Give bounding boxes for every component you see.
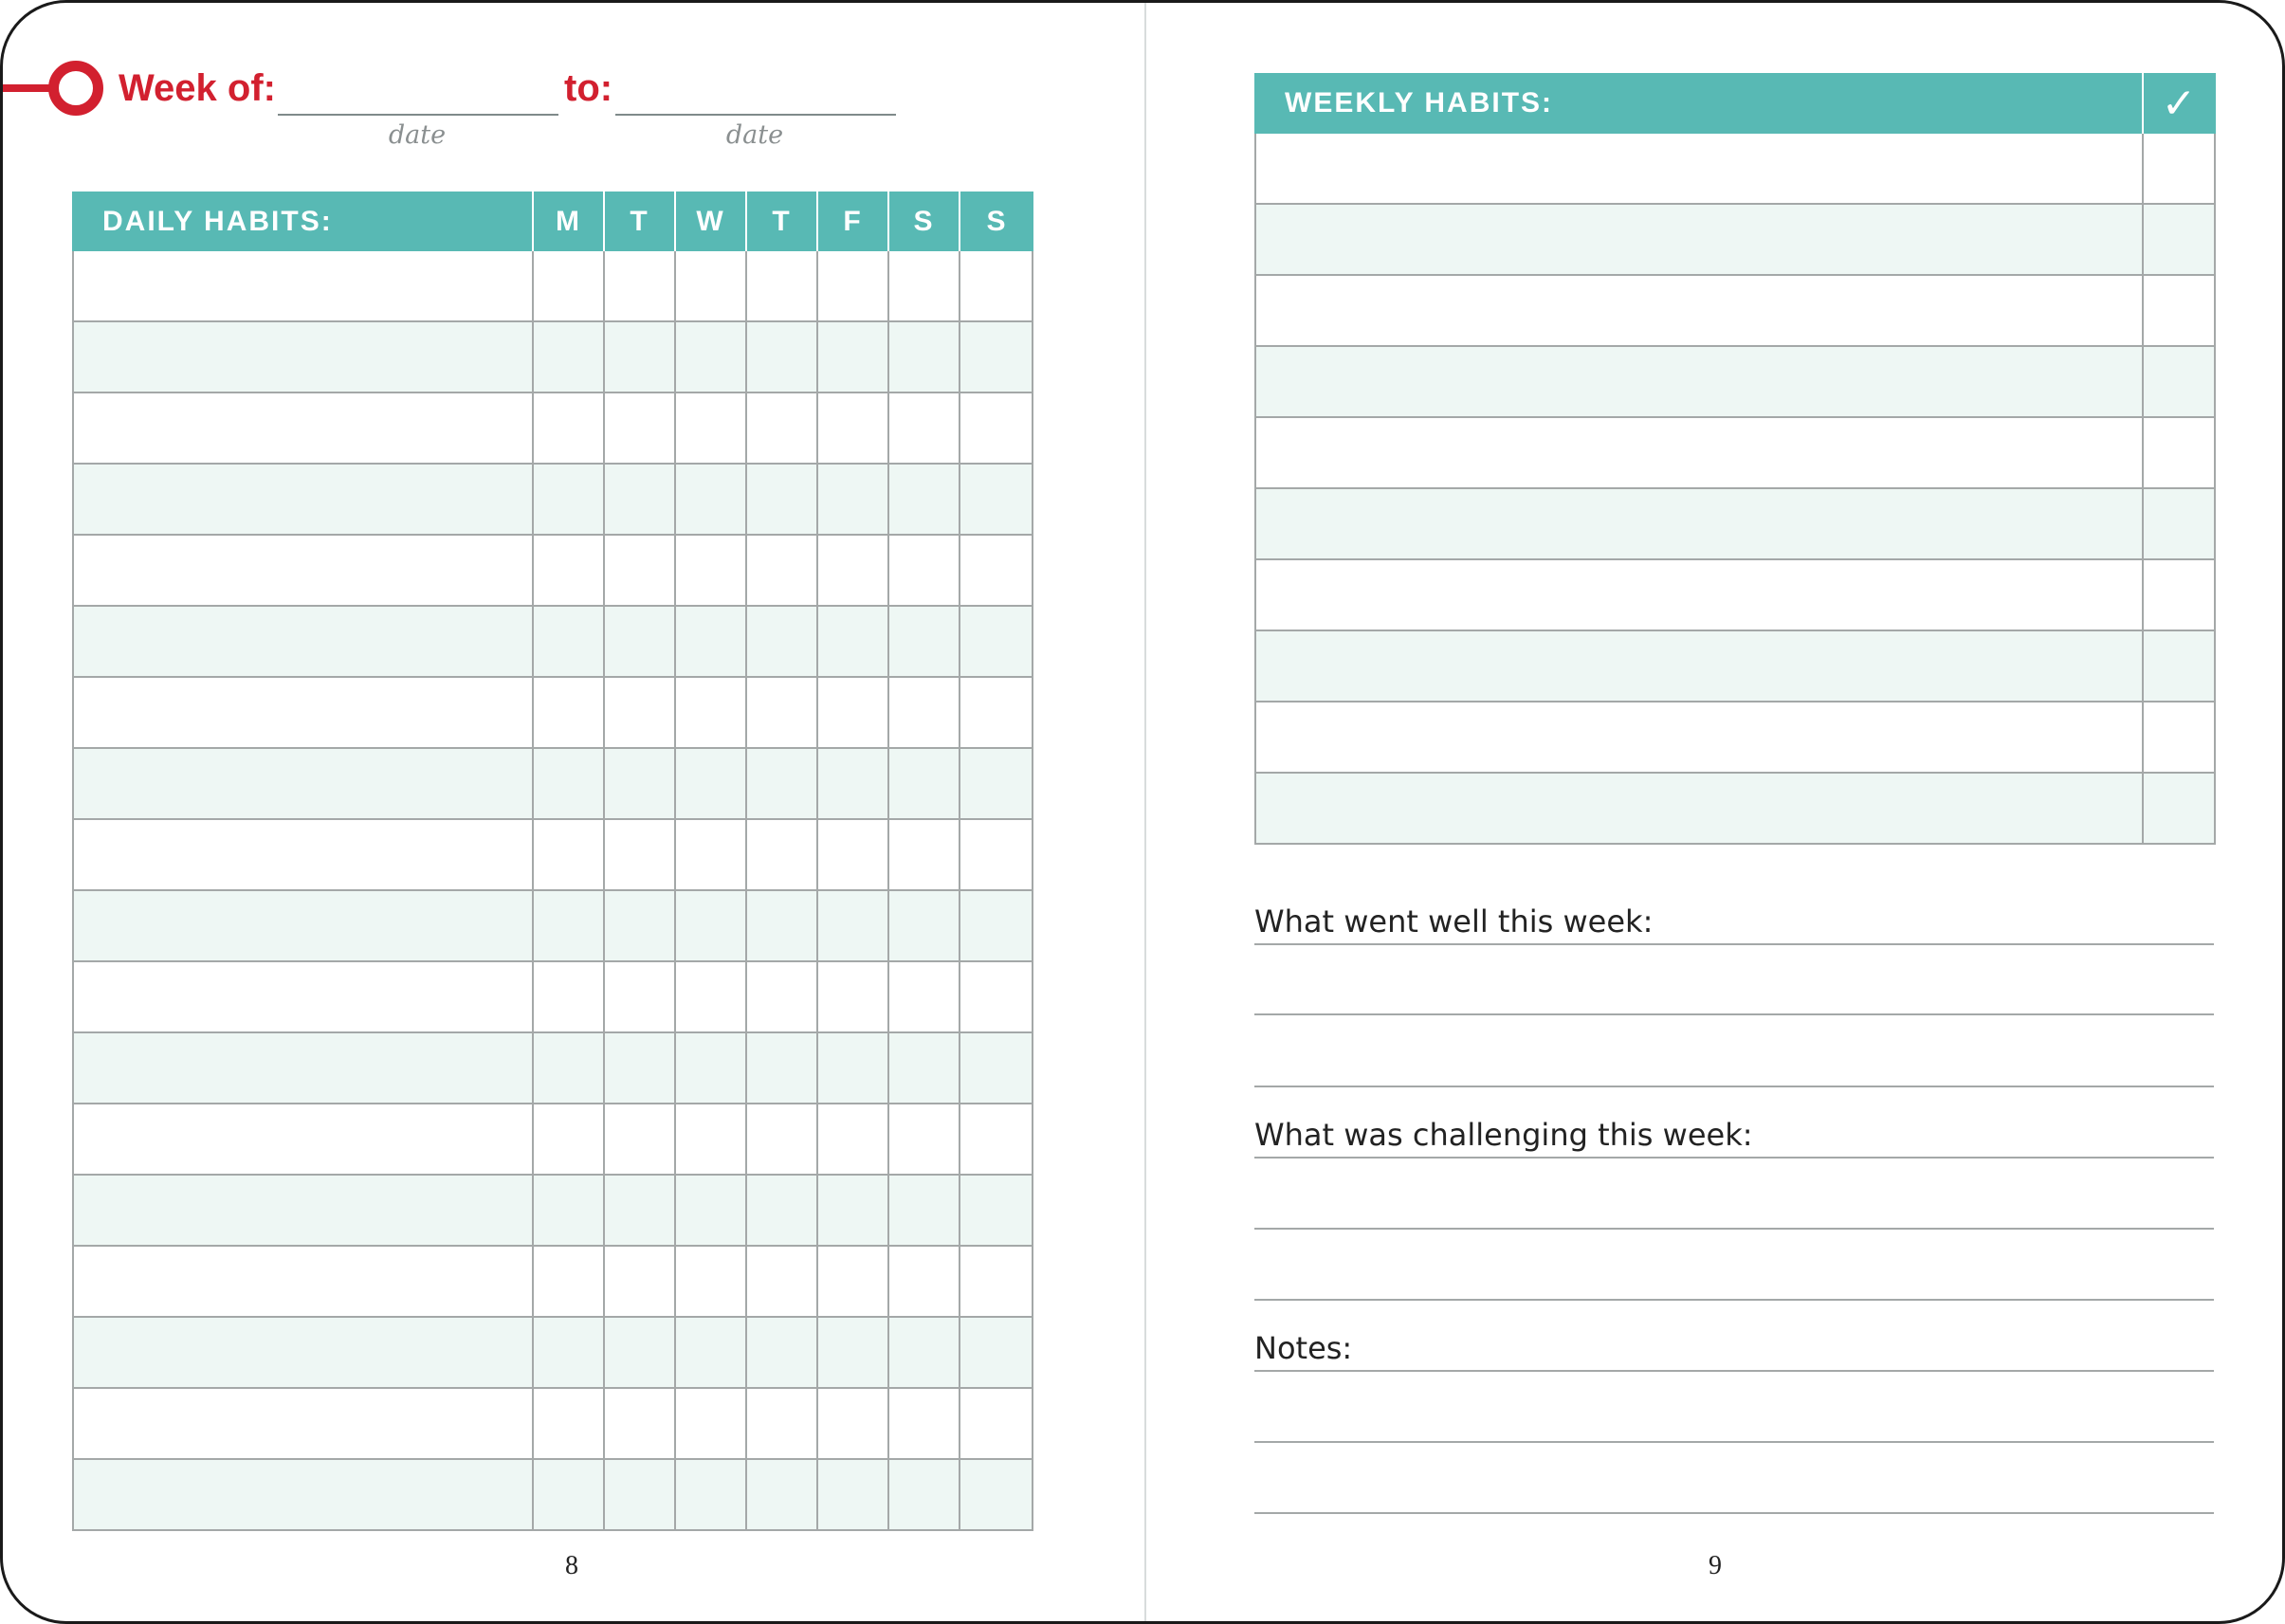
day-check-cell[interactable] — [605, 251, 676, 322]
day-check-cell[interactable] — [747, 1104, 818, 1176]
day-check-cell[interactable] — [818, 536, 889, 607]
weekly-habits-header — [1254, 73, 2216, 134]
day-check-cell[interactable] — [676, 1318, 747, 1389]
day-check-cell[interactable] — [676, 820, 747, 891]
week-check-cell[interactable] — [2144, 703, 2216, 774]
day-check-cell[interactable] — [605, 1460, 676, 1531]
day-check-cell[interactable] — [747, 251, 818, 322]
day-check-cell[interactable] — [605, 1389, 676, 1460]
day-check-cell[interactable] — [534, 749, 605, 820]
daily-habit-row — [72, 678, 1033, 749]
habit-name-cell[interactable] — [72, 678, 534, 749]
day-check-cell[interactable] — [818, 1460, 889, 1531]
day-check-cell[interactable] — [676, 1247, 747, 1318]
weekly-habit-row — [1254, 703, 2216, 774]
habit-name-cell[interactable] — [72, 891, 534, 962]
habit-name-cell[interactable] — [72, 465, 534, 536]
habit-name-cell[interactable] — [72, 607, 534, 678]
daily-habits-title: DAILY HABITS: — [72, 192, 534, 251]
day-check-cell[interactable] — [818, 251, 889, 322]
day-check-cell[interactable] — [676, 1104, 747, 1176]
end-date-caption: date — [725, 120, 784, 150]
day-check-cell[interactable] — [605, 393, 676, 465]
weekly-habit-row — [1254, 560, 2216, 631]
week-check-cell[interactable] — [2144, 489, 2216, 560]
week-check-cell[interactable] — [2144, 560, 2216, 631]
day-check-cell[interactable] — [747, 1460, 818, 1531]
habit-name-cell[interactable] — [1254, 276, 2144, 347]
writing-line[interactable] — [1254, 1370, 2214, 1372]
day-check-cell[interactable] — [747, 1033, 818, 1104]
day-check-cell[interactable] — [889, 393, 960, 465]
day-check-cell[interactable] — [605, 1318, 676, 1389]
day-check-cell[interactable] — [747, 749, 818, 820]
day-check-cell[interactable] — [818, 1033, 889, 1104]
day-check-cell[interactable] — [534, 393, 605, 465]
day-check-cell[interactable] — [889, 607, 960, 678]
day-check-cell[interactable] — [960, 1176, 1033, 1247]
day-check-cell[interactable] — [889, 891, 960, 962]
day-check-cell[interactable] — [605, 891, 676, 962]
daily-habit-row — [72, 1389, 1033, 1460]
to-label: to: — [564, 67, 613, 109]
writing-line[interactable] — [1254, 943, 2214, 945]
day-check-cell[interactable] — [534, 322, 605, 393]
ring-bar-icon — [3, 84, 55, 92]
day-check-cell[interactable] — [605, 1247, 676, 1318]
day-check-cell[interactable] — [960, 1389, 1033, 1460]
day-header: T — [747, 192, 818, 251]
writing-line[interactable] — [1254, 1512, 2214, 1514]
daily-habit-row — [72, 1104, 1033, 1176]
left-page-number: 8 — [565, 1551, 578, 1580]
day-check-cell[interactable] — [889, 962, 960, 1033]
daily-habit-row — [72, 1318, 1033, 1389]
day-check-cell[interactable] — [818, 678, 889, 749]
day-check-cell[interactable] — [676, 393, 747, 465]
habit-name-cell[interactable] — [72, 1460, 534, 1531]
day-check-cell[interactable] — [605, 1104, 676, 1176]
day-check-cell[interactable] — [605, 1033, 676, 1104]
day-check-cell[interactable] — [889, 749, 960, 820]
habit-name-cell[interactable] — [1254, 703, 2144, 774]
day-check-cell[interactable] — [960, 251, 1033, 322]
daily-habit-row — [72, 536, 1033, 607]
right-page-number: 9 — [1709, 1551, 1722, 1580]
day-check-cell[interactable] — [818, 1318, 889, 1389]
day-check-cell[interactable] — [889, 678, 960, 749]
day-check-cell[interactable] — [818, 749, 889, 820]
day-check-cell[interactable] — [605, 1176, 676, 1247]
habit-name-cell[interactable] — [1254, 560, 2144, 631]
day-check-cell[interactable] — [960, 891, 1033, 962]
day-header: W — [676, 192, 747, 251]
writing-line[interactable] — [1254, 1228, 2214, 1230]
daily-habit-row — [72, 393, 1033, 465]
day-check-cell[interactable] — [534, 1104, 605, 1176]
day-check-cell[interactable] — [818, 962, 889, 1033]
habit-name-cell[interactable] — [1254, 774, 2144, 845]
daily-habit-row — [72, 749, 1033, 820]
day-check-cell[interactable] — [960, 1033, 1033, 1104]
week-check-cell[interactable] — [2144, 774, 2216, 845]
habit-name-cell[interactable] — [1254, 489, 2144, 560]
day-check-cell[interactable] — [534, 1318, 605, 1389]
day-check-cell[interactable] — [747, 1389, 818, 1460]
day-check-cell[interactable] — [960, 678, 1033, 749]
day-check-cell[interactable] — [747, 465, 818, 536]
habit-name-cell[interactable] — [72, 322, 534, 393]
habit-name-cell[interactable] — [72, 962, 534, 1033]
day-check-cell[interactable] — [605, 322, 676, 393]
day-check-cell[interactable] — [534, 607, 605, 678]
day-check-cell[interactable] — [534, 251, 605, 322]
daily-habits-header — [72, 192, 1033, 251]
day-check-cell[interactable] — [676, 678, 747, 749]
week-of-label: Week of: — [119, 67, 276, 109]
day-check-cell[interactable] — [605, 820, 676, 891]
daily-habit-row — [72, 962, 1033, 1033]
day-check-cell[interactable] — [889, 1318, 960, 1389]
daily-habit-row — [72, 1247, 1033, 1318]
weekly-habit-row — [1254, 134, 2216, 205]
day-header: T — [605, 192, 676, 251]
day-check-cell[interactable] — [818, 1104, 889, 1176]
day-check-cell[interactable] — [818, 465, 889, 536]
habit-name-cell[interactable] — [72, 1318, 534, 1389]
day-check-cell[interactable] — [676, 891, 747, 962]
day-check-cell[interactable] — [676, 251, 747, 322]
checkmark-icon: ✓ — [2144, 73, 2216, 134]
ring-icon — [48, 61, 103, 116]
day-header: M — [534, 192, 605, 251]
week-check-cell[interactable] — [2144, 418, 2216, 489]
habit-name-cell[interactable] — [1254, 418, 2144, 489]
day-check-cell[interactable] — [605, 962, 676, 1033]
day-check-cell[interactable] — [889, 1247, 960, 1318]
day-check-cell[interactable] — [960, 465, 1033, 536]
day-check-cell[interactable] — [889, 1033, 960, 1104]
day-check-cell[interactable] — [960, 1460, 1033, 1531]
day-check-cell[interactable] — [889, 251, 960, 322]
day-check-cell[interactable] — [605, 678, 676, 749]
weekly-habit-row — [1254, 276, 2216, 347]
daily-habit-row — [72, 891, 1033, 962]
week-check-cell[interactable] — [2144, 631, 2216, 703]
day-check-cell[interactable] — [747, 962, 818, 1033]
habit-name-cell[interactable] — [72, 393, 534, 465]
daily-habit-row — [72, 820, 1033, 891]
day-check-cell[interactable] — [747, 536, 818, 607]
day-check-cell[interactable] — [534, 1389, 605, 1460]
writing-line[interactable] — [1254, 1441, 2214, 1443]
start-date-field[interactable] — [278, 114, 558, 116]
day-check-cell[interactable] — [534, 536, 605, 607]
day-check-cell[interactable] — [534, 1247, 605, 1318]
habit-name-cell[interactable] — [1254, 205, 2144, 276]
daily-habits-table — [72, 192, 1033, 1531]
daily-habit-row — [72, 607, 1033, 678]
day-check-cell[interactable] — [676, 749, 747, 820]
week-check-cell[interactable] — [2144, 276, 2216, 347]
daily-habit-row — [72, 322, 1033, 393]
day-header: S — [889, 192, 960, 251]
day-check-cell[interactable] — [747, 891, 818, 962]
day-check-cell[interactable] — [676, 465, 747, 536]
day-check-cell[interactable] — [747, 322, 818, 393]
habit-name-cell[interactable] — [1254, 631, 2144, 703]
weekly-habit-row — [1254, 205, 2216, 276]
day-check-cell[interactable] — [960, 820, 1033, 891]
day-check-cell[interactable] — [889, 1104, 960, 1176]
day-check-cell[interactable] — [676, 322, 747, 393]
weekly-habit-row — [1254, 418, 2216, 489]
day-check-cell[interactable] — [534, 678, 605, 749]
daily-habit-row — [72, 1176, 1033, 1247]
day-check-cell[interactable] — [960, 1318, 1033, 1389]
day-check-cell[interactable] — [534, 962, 605, 1033]
day-check-cell[interactable] — [534, 1176, 605, 1247]
day-check-cell[interactable] — [676, 1460, 747, 1531]
day-check-cell[interactable] — [960, 1104, 1033, 1176]
day-check-cell[interactable] — [747, 393, 818, 465]
day-check-cell[interactable] — [818, 1389, 889, 1460]
day-check-cell[interactable] — [605, 749, 676, 820]
weekly-habits-title: WEEKLY HABITS: — [1254, 73, 2144, 134]
day-check-cell[interactable] — [534, 1460, 605, 1531]
day-check-cell[interactable] — [534, 465, 605, 536]
writing-line[interactable] — [1254, 1013, 2214, 1015]
habit-name-cell[interactable] — [72, 536, 534, 607]
writing-line[interactable] — [1254, 1157, 2214, 1159]
daily-habit-row — [72, 251, 1033, 322]
weekly-habit-row — [1254, 489, 2216, 560]
weekly-habit-row — [1254, 347, 2216, 418]
week-check-cell[interactable] — [2144, 134, 2216, 205]
weekly-habit-row — [1254, 631, 2216, 703]
writing-line[interactable] — [1254, 1299, 2214, 1301]
habit-name-cell[interactable] — [72, 1247, 534, 1318]
day-check-cell[interactable] — [676, 607, 747, 678]
day-check-cell[interactable] — [818, 891, 889, 962]
daily-habit-row — [72, 1460, 1033, 1531]
day-check-cell[interactable] — [605, 607, 676, 678]
day-check-cell[interactable] — [747, 1247, 818, 1318]
habit-name-cell[interactable] — [72, 1176, 534, 1247]
day-check-cell[interactable] — [747, 678, 818, 749]
day-check-cell[interactable] — [747, 607, 818, 678]
day-check-cell[interactable] — [960, 749, 1033, 820]
day-check-cell[interactable] — [534, 1033, 605, 1104]
week-check-cell[interactable] — [2144, 205, 2216, 276]
day-check-cell[interactable] — [747, 1176, 818, 1247]
day-check-cell[interactable] — [960, 962, 1033, 1033]
habit-name-cell[interactable] — [1254, 134, 2144, 205]
day-check-cell[interactable] — [747, 1318, 818, 1389]
day-check-cell[interactable] — [889, 1176, 960, 1247]
day-check-cell[interactable] — [960, 322, 1033, 393]
day-check-cell[interactable] — [960, 393, 1033, 465]
day-check-cell[interactable] — [605, 465, 676, 536]
habit-name-cell[interactable] — [72, 820, 534, 891]
weekly-habit-row — [1254, 774, 2216, 845]
day-check-cell[interactable] — [889, 322, 960, 393]
day-check-cell[interactable] — [818, 1176, 889, 1247]
day-header: S — [960, 192, 1033, 251]
page-spine — [1144, 3, 1146, 1624]
habit-name-cell[interactable] — [72, 251, 534, 322]
daily-habit-row — [72, 1033, 1033, 1104]
day-check-cell[interactable] — [818, 820, 889, 891]
habit-name-cell[interactable] — [1254, 347, 2144, 418]
day-check-cell[interactable] — [676, 1176, 747, 1247]
day-check-cell[interactable] — [534, 891, 605, 962]
day-header: F — [818, 192, 889, 251]
went-well-prompt: What went well this week: — [1254, 903, 1654, 940]
end-date-field[interactable] — [615, 114, 896, 116]
day-check-cell[interactable] — [960, 536, 1033, 607]
day-check-cell[interactable] — [960, 1247, 1033, 1318]
daily-habit-row — [72, 465, 1033, 536]
day-check-cell[interactable] — [818, 1247, 889, 1318]
habit-name-cell[interactable] — [72, 749, 534, 820]
start-date-caption: date — [388, 120, 447, 150]
challenging-prompt: What was challenging this week: — [1254, 1117, 1753, 1153]
day-check-cell[interactable] — [889, 820, 960, 891]
habit-name-cell[interactable] — [72, 1389, 534, 1460]
week-check-cell[interactable] — [2144, 347, 2216, 418]
weekly-habits-table — [1254, 73, 2216, 845]
day-check-cell[interactable] — [676, 962, 747, 1033]
day-check-cell[interactable] — [676, 1389, 747, 1460]
day-check-cell[interactable] — [818, 393, 889, 465]
notes-prompt: Notes: — [1254, 1330, 1353, 1366]
habit-name-cell[interactable] — [72, 1033, 534, 1104]
day-check-cell[interactable] — [534, 820, 605, 891]
day-check-cell[interactable] — [676, 1033, 747, 1104]
day-check-cell[interactable] — [747, 820, 818, 891]
writing-line[interactable] — [1254, 1086, 2214, 1087]
day-check-cell[interactable] — [889, 1389, 960, 1460]
day-check-cell[interactable] — [960, 607, 1033, 678]
day-check-cell[interactable] — [889, 536, 960, 607]
habit-name-cell[interactable] — [72, 1104, 534, 1176]
day-check-cell[interactable] — [818, 607, 889, 678]
day-check-cell[interactable] — [605, 536, 676, 607]
day-check-cell[interactable] — [889, 1460, 960, 1531]
day-check-cell[interactable] — [676, 536, 747, 607]
day-check-cell[interactable] — [889, 465, 960, 536]
day-check-cell[interactable] — [818, 322, 889, 393]
